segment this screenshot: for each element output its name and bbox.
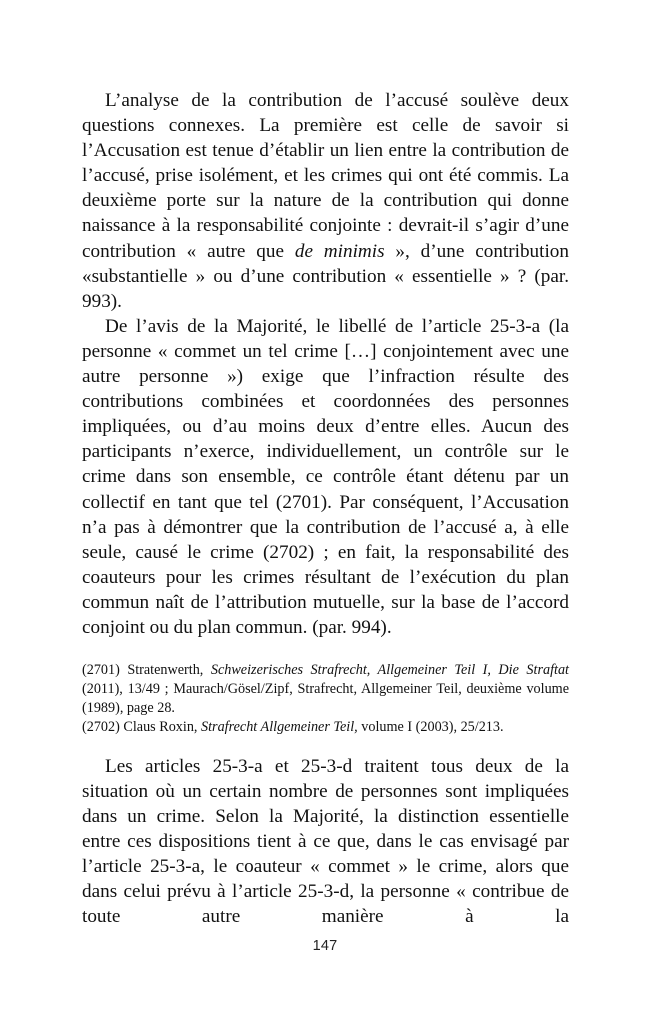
italic-run: de minimis xyxy=(294,240,385,262)
paragraph-articles: Les articles 25-3-a et 25-3-d traitent tous deux de la situation où un certain nombre de personnes sont impliquées dans un crime. Selon la Majorité, la distinction essentielle entre ces dispositions tient à ce que, dans le cas envisagé par l’article 25-3-a, le coauteur « commet » le crime, alors que dans celui prévu à l’article 25-3-d, la personne « contribue de toute autre manière à la xyxy=(82,755,569,928)
paragraph-majorite: De l’avis de la Majorité, le libellé de l’article 25-3-a (la personne « commet un tel crime […] conjointement avec une autre personne ») exige que l’infraction résulte des contributions combinées et coordonnées des personnes impliquées, ou d’au moins deux d’entre elles. Aucun des participants n’exerce, individuellement, un contrôle sur le crime dans son ensemble, ce contrôle étant détenu par un collectif en tant que tel (2701). Par conséquent, l’Accusation n’a pas à démontrer que la contribution de l’accusé a, à elle seule, causé le crime (2702) ; en fait, la responsabilité des coauteurs pour les crimes résultant de l’exécution du plan commun naît de l’attribution mutuelle, sur la base de l’accord conjoint ou du plan commun. (par. 994). xyxy=(82,315,569,638)
footnote-2702: (2702) Claus Roxin, Strafrecht Allgemeiner Teil, volume I (2003), 25/213. xyxy=(82,718,504,735)
page-number: 147 xyxy=(312,938,338,954)
text-column xyxy=(82,88,569,954)
italic-run: Strafrecht Allgemeiner Teil, xyxy=(201,718,358,735)
paragraph-analyse: L’analyse de la contribution de l’accusé soulève deux questions connexes. La première est celle de savoir si l’Accusation est tenue d’établir un lien entre la contribution de l’accusé, prise isolément, et les crimes qui ont été commis. La deuxième porte sur la nature de la contribution qui donne naissance à la responsabilité conjointe : devrait-il s’agir d’une contribution « autre que de minimis », d’une contribution «substantielle » ou d’une contribution « essentielle » ? (par. 993). xyxy=(82,90,569,312)
footnote-block xyxy=(82,661,569,737)
footnote-2701: (2701) Stratenwerth, Schweizerisches Strafrecht, Allgemeiner Teil I, Die Straftat (2011), 13/49 ; Maurach/Gösel/Zipf, Strafrecht, Allgemeiner Teil, deuxième volume (1989), page 28. xyxy=(82,662,569,716)
italic-run: Schweizerisches Strafrecht, Allgemeiner Teil I, Die Straftat xyxy=(210,662,569,679)
